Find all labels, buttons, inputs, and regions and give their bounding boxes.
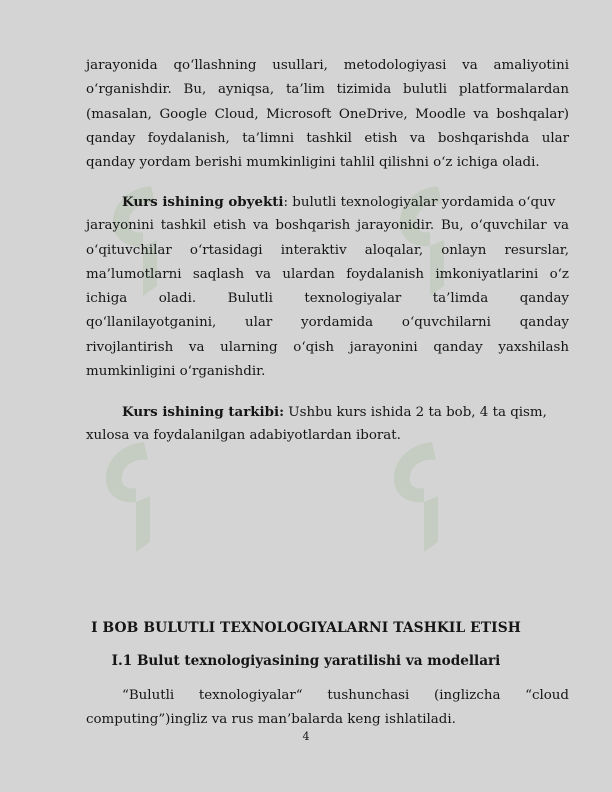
chapter-heading: I BOB BULUTLI TEXNOLOGIYALARNI TASHKIL ETISH (91, 620, 521, 636)
paragraph-intro (86, 54, 569, 175)
object-label: Kurs ishining obyekti (122, 194, 284, 210)
text-line: qo‘llanilayotganini, ular yordamida o‘quvchilarni qanday (86, 315, 569, 331)
structure-label: Kurs ishining tarkibi: (122, 404, 285, 420)
text-line: “Bulutli texnologiyalar“ tushunchasi (inglizcha “cloud (122, 688, 569, 703)
text-line: xulosa va foydalanilgan adabiyotlardan iborat. (86, 428, 401, 444)
text-line (86, 400, 569, 424)
text-line: ma’lumotlarni saqlash va ulardan foydalanish imkoniyatlarini o‘z (86, 266, 569, 282)
text-line: qanday yordam berishi mumkinligini tahlil qilishni o‘z ichiga oladi. (86, 155, 540, 171)
text-line: jarayonini tashkil etish va boshqarish jarayonidir. Bu, o‘quvchilar va (86, 218, 569, 234)
object-text: : bulutli texnologiyalar yordamida o‘quv (283, 195, 556, 210)
paragraph-cloud-intro (86, 684, 569, 733)
text-line: o‘rganishdir. Bu, ayniqsa, ta’lim tizimida bulutli platformalardan (86, 82, 569, 98)
section-heading: I.1 Bulut texnologiyasining yaratilishi va modellari (111, 653, 501, 669)
watermark-logo-icon (96, 438, 162, 556)
structure-text: Ushbu kurs ishida 2 ta bob, 4 ta qism, (284, 405, 547, 420)
text-line: qanday foydalanish, ta’limni tashkil etish va boshqarishda ular (86, 130, 569, 146)
watermark-logo-icon (384, 438, 450, 556)
paragraph-structure (86, 400, 569, 449)
page-number: 4 (302, 730, 310, 743)
text-line (86, 190, 569, 214)
text-line: jarayonida qo‘llashning usullari, metodologiyasi va amaliyotini (86, 58, 569, 73)
text-line: ichiga oladi. Bulutli texnologiyalar ta’limda qanday (86, 291, 569, 307)
text-line: (masalan, Google Cloud, Microsoft OneDrive, Moodle va boshqalar) (86, 106, 569, 122)
text-line: o‘qituvchilar o‘rtasidagi interaktiv aloqalar, onlayn resurslar, (86, 242, 569, 258)
text-line: mumkinligini o‘rganishdir. (86, 364, 266, 380)
text-line: rivojlantirish va ularning o‘qish jarayonini qanday yaxshilash (86, 339, 569, 355)
text-line: computing”)ingliz va rus man’balarda keng ishlatiladi. (86, 712, 456, 728)
paragraph-object (86, 190, 569, 384)
